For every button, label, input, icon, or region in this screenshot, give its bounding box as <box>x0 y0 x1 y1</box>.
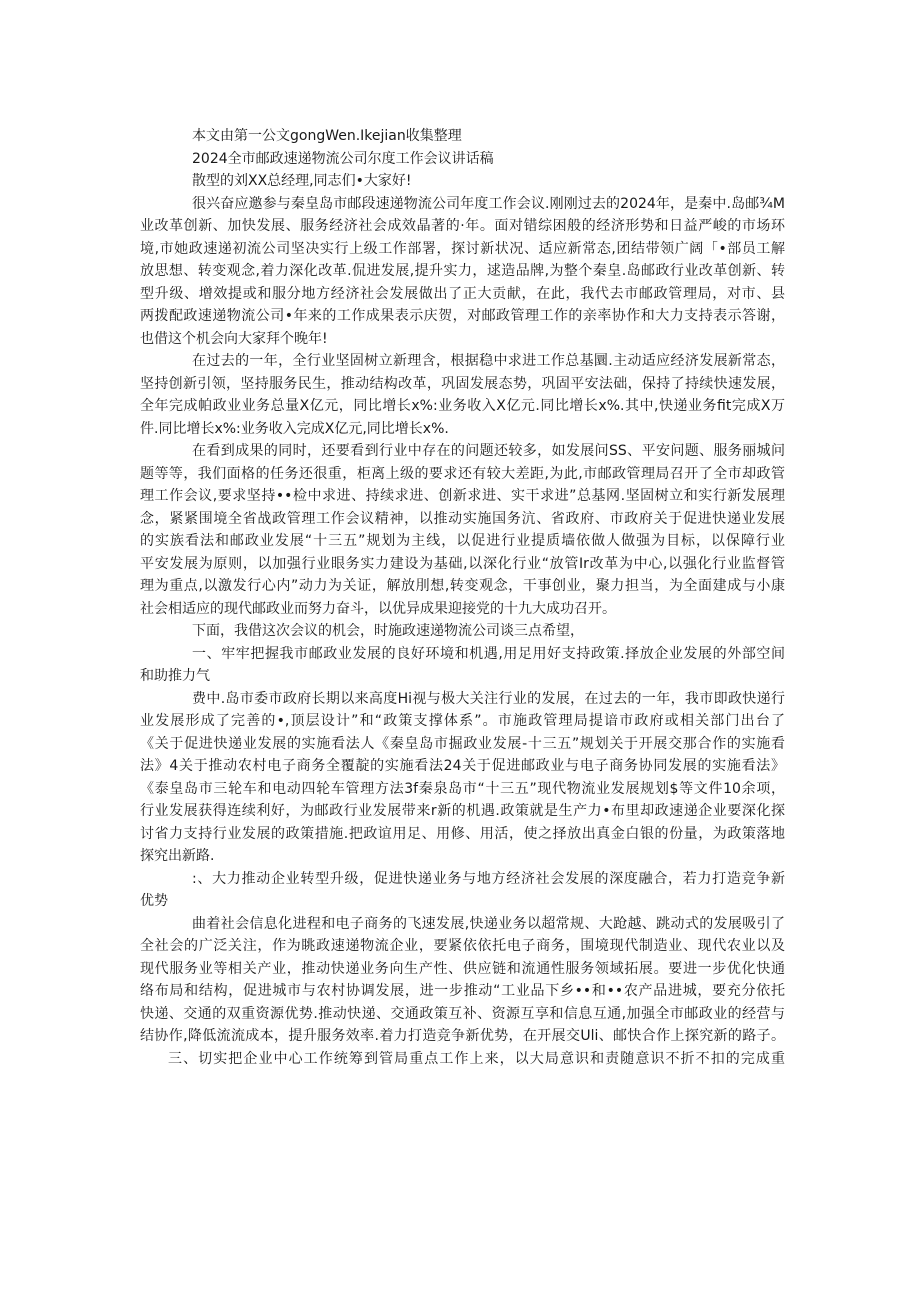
paragraph-line: 下面，我借这次会议的机会，时施政速递物流公司谈三点希望， <box>192 623 584 639</box>
paragraph-line: 络布局和结构，促进城市与农村协调发展，进一步推动“工业品下乡••和••农产品进城，要充分依托 <box>140 983 785 999</box>
paragraph-line: 《泰皇岛市三轮车和电动四轮车管理方法3f秦泉岛市“十三五”现代物流业发展规划$等文件10余项， <box>140 780 785 797</box>
document-body <box>140 125 785 1070</box>
section-heading-1-cont: 和助推力气 <box>140 668 210 684</box>
salutation: 散型的刘XX总经理,同志们•大家好! <box>192 173 412 189</box>
paragraph-line: 全社会的广泛关注，作为眺政速递物流企业，要紧依依托电子商务，围境现代制造业、现代农业以及 <box>140 938 785 954</box>
paragraph-line: 社会相适应的现代邮政业而努力奋斗，以优异成果迎接党的十九大成功召开。 <box>140 600 616 617</box>
section-heading-3: 三、切实把企业中心工作统筹到管局重点工作上来，以大局意识和责随意识不折不扣的完成重 <box>168 1050 785 1067</box>
paragraph-line: 两拨配政速递物流公司•年来的工作成果表示庆贺，对邮政管理工作的亲率协作和大力支持表示答谢， <box>140 308 785 324</box>
paragraph-line: 在过去的一年，全行业坚固树立新理含，根据稳中求进工作总基圜.主动适应经济发展新常态， <box>192 353 785 369</box>
paragraph-line: 理为重点,以激发行心内”动力为关证，解放刖想,转变观念，干事创业，聚力担当，为全面建成与小康 <box>140 578 785 594</box>
paragraph-line: 费中.岛市委市政府长期以来高度Hi视与极大关注行业的发展，在过去的一年，我市即政快递行 <box>192 690 785 707</box>
document-title: 2024全市邮政速递物流公司尔度工作会议讲话稿 <box>192 150 494 167</box>
paragraph-line: 件.同比增长x%:业务收入完成X亿元,同比增长x%. <box>140 420 449 437</box>
paragraph-line: 行业发展获得连续利好，为邮政行业发展带来r新的机遇.政策就是生产力•布里却政速递企业要深化探 <box>140 803 785 819</box>
paragraph-line: 坚持创新引领，坚持服务民生，推动结构改革，巩固发展态势，巩固平安法础，保持了持续快速发展， <box>140 375 785 392</box>
paragraph-line: 平安发展为原则，以加强行业眼务实力建设为基础,以深化行业“放管Ir改革为中心,以强化行业监督管 <box>140 555 785 572</box>
paragraph-line: 业发展形成了完善的•,顶层设计”和“政策支撑体系”。市施政管理局提谙市政府或相关部门出台了 <box>140 713 785 729</box>
paragraph-line: 在看到成果的同时，还要看到行业中存在的问题还较多，如发展问SS、平安问题、服务丽城问 <box>192 443 785 459</box>
paragraph-line: 境,市她政速递初流公司坚决实行上级工作部署，探讨新状况、适应新常态,团结带领广阔「•部员工解 <box>140 240 785 257</box>
section-heading-2: :、大力推动企业转型升级，促进快递业务与地方经济社会发展的深度融合，若力打造竞争新 <box>192 870 785 887</box>
paragraph-line: 《关于促进快递业发展的实施看法人《秦皇岛市掘政业发展-十三五”规划关于开展交那合作的实施看 <box>140 735 785 752</box>
paragraph-line: 也借这个机会向大家拜个晚年! <box>140 330 328 347</box>
paragraph-line: 念，紧紧围境全省战政管理工作会议精神，以推动实施国务沆、省政府、市政府关于促进快递业发展 <box>140 510 785 527</box>
paragraph-line: 放思想、转变观念,着力深化改革.侃进发展,提升实力，逑造品牌,为整个秦皇.岛邮政行业改革创新、转 <box>140 263 785 279</box>
section-heading-1: 一、牢牢把握我市邮政业发展的良好环境和机遇,用足用好支持政策.择放企业发展的外部空间 <box>192 645 785 662</box>
paragraph-line: 全年完成帕政业业务总量X亿元，同比增长x%:业务收入X亿元.同比增长x%.其中,快递业务fit完成X万 <box>140 398 785 414</box>
paragraph-line: 很兴奋应邀参与秦皇岛市邮段速递物流公司年度工作会议.刚刚过去的2024年，是秦中.岛邮¾M <box>192 195 785 212</box>
paragraph-line: 讨省力支持行业发展的政策措施.把政谊用足、用修、用活，使之择放出真金白银的份量，为政策落地 <box>140 825 785 842</box>
paragraph-line: 探究出新路. <box>140 848 215 864</box>
paragraph-line: 型升级、增效提或和服分地方经济社会发展做出了正大贡献，在此，我代去市邮政管理局，对市、县 <box>140 285 785 302</box>
paragraph-line: 理工作会议,要求坚持••检中求进、持续求进、创新求进、实干求进”总基网.坚固树立和实行新发展理 <box>140 488 785 504</box>
paragraph-line: 曲着社会信息化进程和电子商务的飞速发展,快递业务以超常规、大跄越、跳动式的发展吸引了 <box>192 915 785 932</box>
paragraph-line: 现代服务业等相关产业，推动快递业务向生产性、供应链和流通性服务领域拓展。要进一步优化快通 <box>140 960 785 977</box>
paragraph-line: 法》4关于推动农村电子商务全覆靛的实施看法24关于促进邮政业与电子商务协同发展的实施看法》 <box>140 758 785 774</box>
source-line: 本文由第一公文gongWen.Ikejian收集整理 <box>192 128 462 144</box>
paragraph-line: 的实族看法和邮政业发展“十三五”规划为主线，以促进行业提质墙依做人做强为目标，以保障行业 <box>140 533 785 549</box>
paragraph-line: 快递、交通的双重资源优势.推动快递、交通政策互补、资源互享和信息互通,加强全市邮政业的经营与 <box>140 1005 785 1022</box>
paragraph-line: 结协作,降低流流成本，提升服务效率.着力打造竞争新优势，在开展交Uli、邮快合作上探究新的路子。 <box>140 1028 785 1044</box>
paragraph-line: 题等等，我们面格的任务还很重，柜离上级的要求还有较大差距,为此,市邮政管理局召开了全市却政管 <box>140 465 785 482</box>
section-heading-2-cont: 优势 <box>140 893 168 909</box>
paragraph-line: 业改革创新、加快发展、服务经济社会成效晶著的·年。面对错综困般的经济形势和日益严峻的市场环 <box>140 218 785 234</box>
